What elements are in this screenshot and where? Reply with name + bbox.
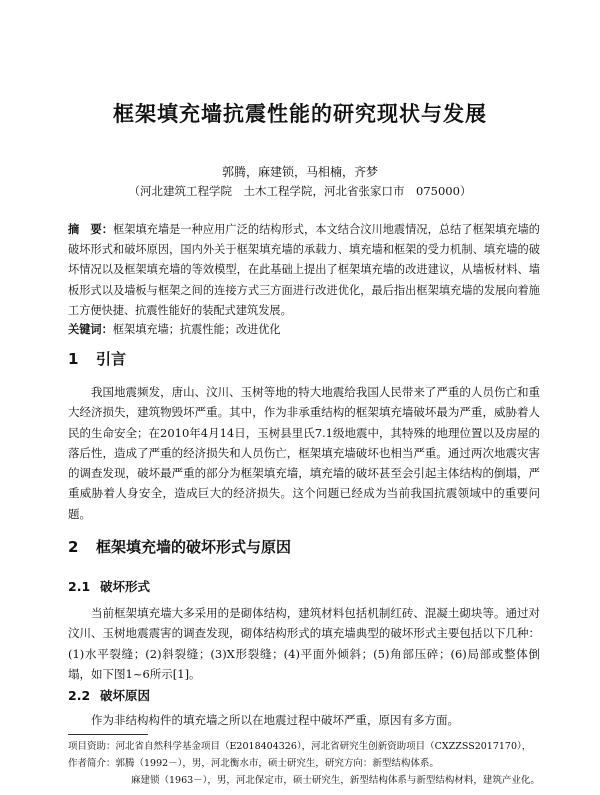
section-1-heading (68, 348, 126, 369)
section-2-1-number: 2.1 (68, 579, 91, 594)
keywords-text: 框架填充墙；抗震性能；改进优化 (112, 323, 281, 336)
section-1-number: 1 (68, 350, 79, 368)
section-2-2-number: 2.2 (68, 688, 91, 703)
section-2-number: 2 (68, 538, 79, 556)
section-1-title: 引言 (96, 350, 127, 368)
author-list: 郭腾，麻建锁，马相楠，齐梦 (221, 165, 378, 179)
footnote-author-2: 麻建锁（1963－），男，河北保定市，硕士研究生，新型结构体系与新型结构材料，建筑产业化。 (131, 775, 540, 786)
section-2-2-paragraph: 作为非结构构件的填充墙之所以在地震过程中破坏严重，原因有多方面。 (91, 713, 459, 727)
paper-title: 框架填充墙抗震性能的研究现状与发展 (113, 102, 487, 126)
section-2-1-heading (68, 577, 150, 595)
footnote-divider (68, 734, 148, 735)
affiliation: （河北建筑工程学院 土木工程学院，河北省张家口市 075000） (128, 184, 472, 198)
abstract-text: 框架填充墙是一种应用广泛的结构形式，本文结合汶川地震情况，总结了框架填充墙的破坏形式和破坏原因，国内外关于框架填充墙的承载力、填充墙和框架的受力机制、填充墙的破坏情况以及框架填充墙的等效模型，在此基础上提出了框架填充墙的改进建议，从墙板材料、墙板形式以及墙板与框架之间的连接方式三方面进行改进优化，最后指出框架填充墙的发展向着施工方便快捷、抗震性能好的装配式建筑发展。 (68, 223, 540, 317)
keywords-label: 关键词： (68, 322, 113, 336)
section-2-2-heading (68, 686, 150, 704)
section-2-title: 框架填充墙的破坏形式与原因 (96, 538, 292, 556)
section-2-1-title: 破坏形式 (100, 579, 151, 594)
section-2-1-paragraph: 当前框架填充墙大多采用的是砌体结构，建筑材料包括机制红砖、混凝土砌块等。通过对汶川、玉树地震震害的调查发现，砌体结构形式的填充墙典型的破坏形式主要包括以下几种：(1)水平裂缝；(2)斜裂缝；(3)X形裂缝；(4)平面外倾斜；(5)角部压碎；(6)局部或整体倒塌，如下图1~6所示[1]。 (68, 606, 540, 681)
section-2-heading (68, 536, 291, 557)
abstract (68, 219, 540, 321)
abstract-label: 摘 要： (68, 222, 113, 236)
section-1-paragraph: 我国地震频发，唐山、汶川、玉树等地的特大地震给我国人民带来了严重的人员伤亡和重大经济损失，建筑物毁坏严重。其中，作为非承重结构的框架填充墙破坏最为严重，威胁着人民的生命安全；在2010年4月14日，玉树县里氏7.1级地震中，其特殊的地理位置以及房屋的落后性，造成了严重的经济损失和人员伤亡，框架填充墙破坏也相当严重。通过两次地震灾害的调查发现，破坏最严重的部分为框架填充墙，填充墙的破坏甚至会引起主体结构的倒塌，严重威胁着人身安全，造成巨大的经济损失。这个问题已经成为当前我国抗震领域中的重要问题。 (68, 385, 541, 521)
keywords (68, 321, 540, 337)
section-2-2-title: 破坏原因 (100, 688, 151, 703)
footnote-author-1: 作者简介：郭腾（1992－），男，河北衡水市，硕士研究生，研究方向：新型结构体系。 (68, 758, 439, 769)
footnote-project: 项目资助：河北省自然科学基金项目（E2018404326），河北省研究生创新资助项目（CXZZSS2017170）， (68, 741, 532, 752)
